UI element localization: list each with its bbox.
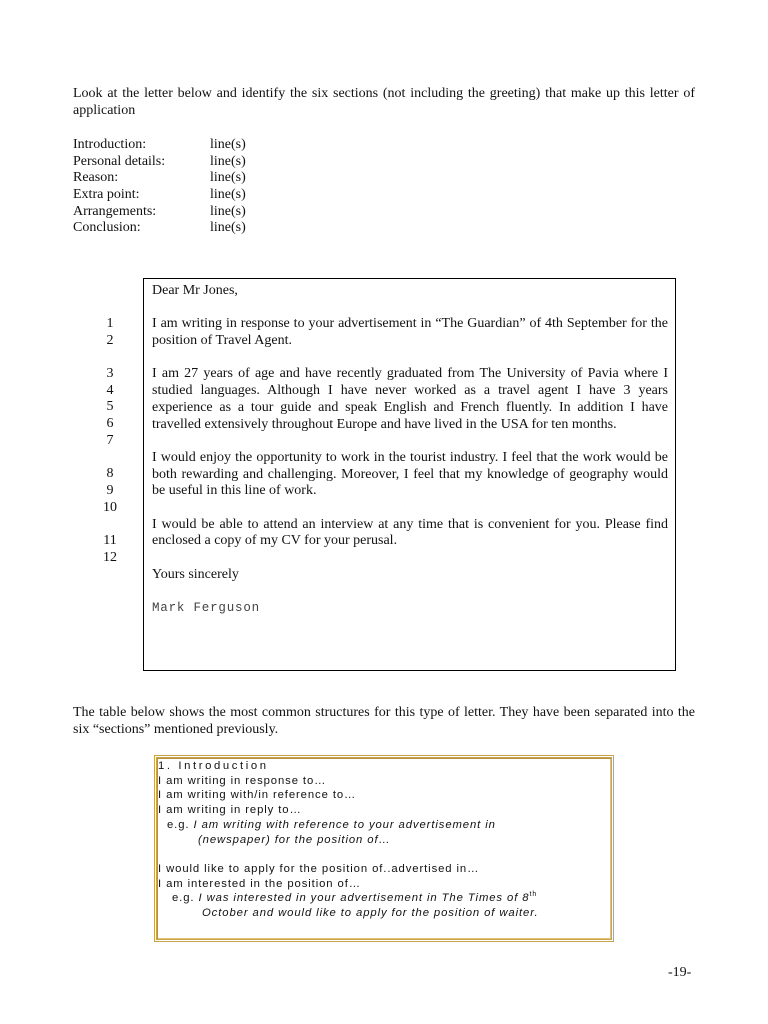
line-number: 10 — [103, 499, 117, 515]
letter-line-numbers — [90, 316, 130, 566]
line-number: 8 — [106, 466, 114, 482]
line-number: 7 — [106, 432, 114, 448]
section-label: Personal details: — [73, 153, 166, 169]
box-title: 1. Introduction — [158, 760, 269, 772]
example-text: I was interested in your advertisement in The Times of 8 — [198, 892, 530, 905]
phrase-line: I am writing in reply to… — [158, 804, 302, 817]
letter-content — [152, 283, 668, 629]
letter-paragraph-reason: I would enjoy the opportunity to work in the tourist industry. I feel that the work would be both rewarding and challenging. Moreover, I feel that my knowledge of geography would be useful in this line of work. — [152, 449, 668, 499]
sections-list — [73, 137, 246, 237]
line-number: 11 — [103, 532, 117, 548]
line-number: 2 — [106, 332, 114, 348]
example-one — [158, 818, 610, 833]
example-two-continued: October and would like to apply for the position of waiter. — [202, 907, 539, 920]
example-two — [158, 891, 610, 906]
section-label: Extra point: — [73, 187, 140, 203]
phrase-line: I would like to apply for the position of..advertised in… — [158, 862, 480, 875]
line-number: 1 — [106, 316, 114, 331]
line-number: 12 — [103, 549, 117, 565]
section-label: Arrangements: — [73, 203, 157, 219]
table-intro-text: The table below shows the most common structures for this type of letter. They have been separated into the six “sections” mentioned previously. — [73, 705, 695, 737]
instructions-text: Look at the letter below and identify the six sections (not including the greeting) that make up this letter of application — [73, 86, 695, 118]
section-row-arrangements — [73, 204, 246, 221]
letter-signature: Mark Ferguson — [152, 601, 260, 616]
section-value: line(s) — [210, 203, 246, 219]
section-row-introduction — [73, 137, 246, 154]
section-label: Reason: — [73, 170, 119, 186]
letter-greeting: Dear Mr Jones, — [152, 283, 238, 298]
example-prefix: e.g. — [172, 892, 195, 905]
line-number: 3 — [106, 366, 114, 382]
section-label: Conclusion: — [73, 220, 141, 236]
letter-paragraph-arrangements: I would be able to attend an interview at any time that is convenient for you. Please find enclosed a copy of my CV for your perusal. — [152, 516, 668, 549]
section-value: line(s) — [210, 187, 246, 203]
introduction-phrases-content — [158, 759, 610, 921]
letter-closing: Yours sincerely — [152, 566, 239, 582]
letter-paragraph-introduction: I am writing in response to your advertisement in “The Guardian” of 4th September for the position of Travel Agent. — [152, 316, 668, 349]
example-prefix: e.g. — [167, 818, 190, 831]
section-value: line(s) — [210, 220, 246, 236]
section-row-personal-details — [73, 154, 246, 171]
example-text: I am writing with reference to your advertisement in — [193, 818, 496, 831]
phrase-line: I am writing with/in reference to… — [158, 789, 357, 802]
phrase-line: I am interested in the position of… — [158, 877, 361, 890]
section-row-reason — [73, 170, 246, 187]
example-one-continued: (newspaper) for the position of… — [198, 833, 391, 846]
section-label: Introduction: — [73, 137, 147, 152]
line-number: 9 — [106, 482, 114, 498]
page-number: -19- — [668, 965, 692, 980]
line-number: 4 — [106, 382, 114, 398]
section-value: line(s) — [210, 170, 246, 186]
section-row-conclusion — [73, 220, 246, 237]
phrase-line: I am writing in response to… — [158, 774, 327, 787]
line-number: 6 — [106, 416, 114, 432]
ordinal-suffix: th — [529, 891, 538, 899]
section-value: line(s) — [210, 153, 246, 169]
letter-paragraph-personal-details: I am 27 years of age and have recently graduated from The University of Pavia where I studied languages. Although I have never worked as a travel agent I have 3 years experience as a tour guide and speak English and French fluently. In addition I have travelled extensively throughout Europe and have lived in the USA for ten months. — [152, 366, 668, 432]
section-value: line(s) — [210, 137, 246, 152]
section-row-extra-point — [73, 187, 246, 204]
line-number: 5 — [106, 399, 114, 415]
